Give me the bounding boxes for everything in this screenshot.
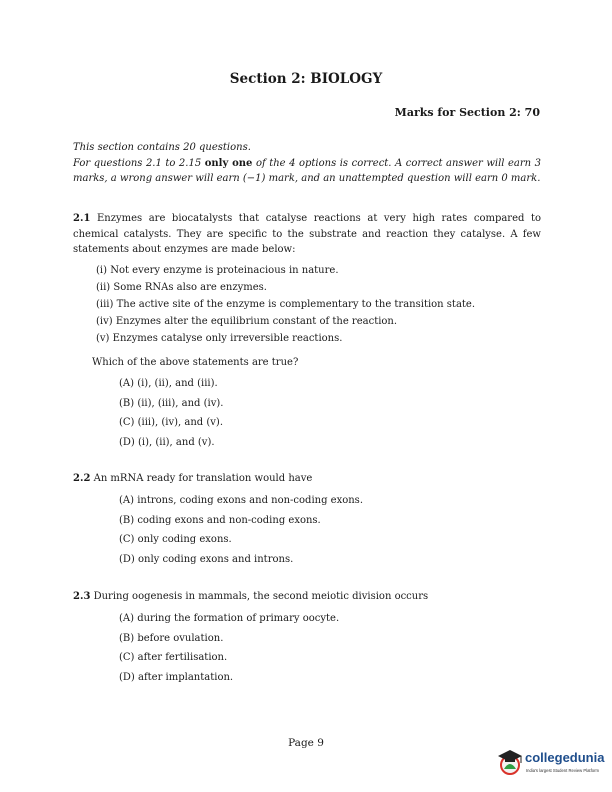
instructions [73,140,541,187]
question-text: Enzymes are biocatalysts that catalyse reactions at very high rates compared to chemical catalysts. They are specific to the substrate and reaction they catalyse. A few statements about enzymes are made below: [73,213,541,255]
question-2-1 [73,211,541,258]
question-number: 2.1 [73,213,91,224]
statement-text: Enzymes alter the equilibrium constant of the reaction. [115,315,398,327]
question-2-3 [73,591,428,602]
question-text: An mRNA ready for translation would have [93,473,313,484]
section-marks: Marks for Section 2: 70 [394,106,540,119]
statement-item [96,263,475,280]
option-b[interactable]: (B) coding exons and non-coding exons. [119,514,321,526]
statement-number: (v) [96,332,110,344]
option-a[interactable]: (A) (i), (ii), and (iii). [119,378,218,389]
question-2-2 [73,473,312,484]
instructions-line-2 [73,156,541,187]
instructions-bold: only one [204,157,253,169]
instructions-post: of the 4 options is correct. A correct answer will earn 3 marks, a wrong answer will earn (−1) mark, and an unattempted question will earn 0 mark. [73,157,541,184]
statement-text: The active site of the enzyme is complementary to the transition state. [116,298,476,310]
option-a[interactable]: (A) introns, coding exons and non-coding exons. [119,495,363,506]
logo-tagline: India's largest Student Review Platform [526,768,599,773]
statement-number: (iv) [96,315,113,327]
option-d[interactable]: (D) only coding exons and introns. [119,553,294,565]
section-title: Section 2: BIOLOGY [229,71,383,87]
option-c[interactable]: (C) after fertilisation. [119,652,228,663]
statement-item [96,297,475,314]
option-b[interactable]: (B) (ii), (iii), and (iv). [119,397,224,409]
question-number: 2.2 [73,473,91,484]
options-2-1 [119,374,223,452]
options-2-3 [119,609,339,687]
statement-number: (ii) [96,281,111,293]
option-c[interactable]: (C) (iii), (iv), and (v). [119,417,224,428]
option-d[interactable]: (D) (i), (ii), and (v). [119,436,215,448]
option-b[interactable]: (B) before ovulation. [119,632,224,644]
statement-text: Some RNAs also are enzymes. [113,281,267,293]
statement-number: (i) [96,265,108,276]
question-number: 2.3 [73,591,91,602]
statement-item [96,331,475,348]
options-2-2 [119,491,363,569]
question-prompt: Which of the above statements are true? [92,357,299,368]
question-text: During oogenesis in mammals, the second meiotic division occurs [93,591,429,602]
page-number: Page 9 [288,737,324,749]
option-c[interactable]: (C) only coding exons. [119,534,232,545]
statement-text: Not every enzyme is proteinacious in nature. [110,265,339,276]
statement-item [96,280,475,297]
collegedunia-logo[interactable] [495,747,607,783]
logo-name: collegedunia [525,750,605,765]
statement-text: Enzymes catalyse only irreversible reactions. [112,332,343,344]
statement-number: (iii) [96,298,114,310]
statement-item [96,314,475,331]
instructions-line-1: This section contains 20 questions. [73,142,251,153]
option-a[interactable]: (A) during the formation of primary oocyte. [119,613,340,624]
option-d[interactable]: (D) after implantation. [119,671,234,683]
graduation-cap-icon [495,747,525,779]
statement-list [96,263,475,348]
instructions-pre: For questions 2.1 to 2.15 [73,157,202,169]
